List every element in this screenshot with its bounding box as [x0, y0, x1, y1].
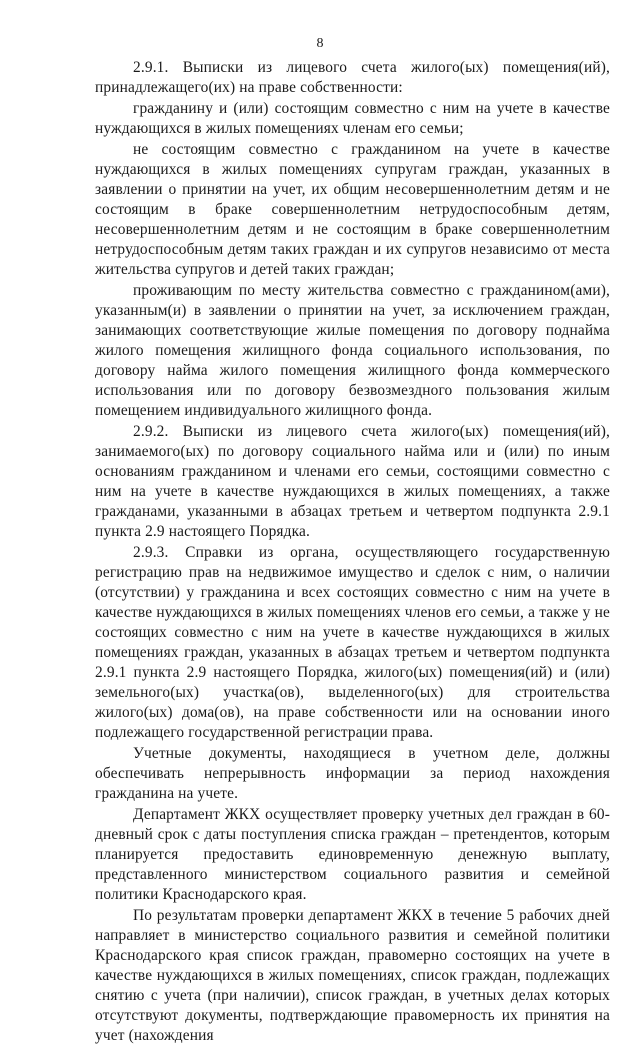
paragraph-registration-documents: Учетные документы, находящиеся в учетном деле, должны обеспечивать непрерывность информации за период нахождения гражданина на учете. [95, 745, 610, 802]
paragraph-2-9-2: 2.9.2. Выписки из лицевого счета жилого(ых) помещения(ий), занимаемого(ых) по договору социального найма или и (или) по иным основаниям гражданином и членами его семьи, состоящими совместно с ним на учете в качестве нуждающихся в жилых помещениях, а также гражданами, указанными в абзацах третьем и четвертом подпункта 2.9.1 пункта 2.9 настоящего Порядка. [95, 423, 610, 540]
paragraph-citizen-and-family: гражданину и (или) состоящим совместно с ним на учете в качестве нуждающихся в жилых помещениях членам его семьи; [95, 100, 610, 137]
paragraph-2-9-1-heading: 2.9.1. Выписки из лицевого счета жилого(ых) помещения(ий), принадлежащего(их) на праве собственности: [95, 59, 610, 96]
paragraph-spouses-and-children: не состоящим совместно с гражданином на учете в качестве нуждающихся в жилых помещениях супругам граждан, указанных в заявлении о принятии на учет, их общим несовершеннолетним детям и не состоящим в браке совершеннолетним нетрудоспособным детям, несовершеннолетним детям и не состоящим в браке совершеннолетним нетрудоспособным детям таких граждан и их супругов независимо от места жительства супругов и детей таких граждан; [95, 141, 610, 278]
page-number: 8 [316, 36, 324, 51]
paragraph-cohabitants: проживающим по месту жительства совместно с гражданином(ами), указанным(и) в заявлении о принятии на учет, за исключением граждан, занимающих соответствующие жилые помещения по договору поднайма жилого помещения жилищного фонда социального использования, по договору найма жилого помещения жилищного фонда коммерческого использования или по договору безвозмездного пользования жилым помещением индивидуального жилищного фонда. [95, 282, 610, 419]
document-body [95, 58, 610, 1047]
paragraph-check-results: По результатам проверки департамент ЖКХ в течение 5 рабочих дней направляет в министерство социального развития и семейной политики Краснодарского края список граждан, правомерно состоящих на учете в качестве нуждающихся в жилых помещениях, список граждан, подлежащих снятию с учета (при наличии), список граждан, в учетных делах которых отсутствуют документы, подтверждающие правомерность их принятия на учет (нахождения [95, 907, 610, 1044]
paragraph-2-9-3: 2.9.3. Справки из органа, осуществляющего государственную регистрацию прав на недвижимое имущество и сделок с ним, о наличии (отсутствии) у гражданина и всех состоящих совместно с ним на учете в качестве нуждающихся в жилых помещениях членов его семьи, а также у не состоящих совместно с ним на учете в качестве нуждающихся в жилых помещениях граждан, указанных в абзацах третьем и четвертом подпункта 2.9.1 пункта 2.9 настоящего Порядка, жилого(ых) помещения(ий) и (или) земельного(ых) участка(ов), выделенного(ых) для строительства жилого(ых) дома(ов), на праве собственности или на основании иного подлежащего государственной регистрации права. [95, 544, 610, 741]
paragraph-department-check: Департамент ЖКХ осуществляет проверку учетных дел граждан в 60-дневный срок с даты поступления списка граждан – претендентов, которым планируется предоставить единовременную денежную выплату, представленного министерством социального развития и семейной политики Краснодарского края. [95, 806, 610, 903]
